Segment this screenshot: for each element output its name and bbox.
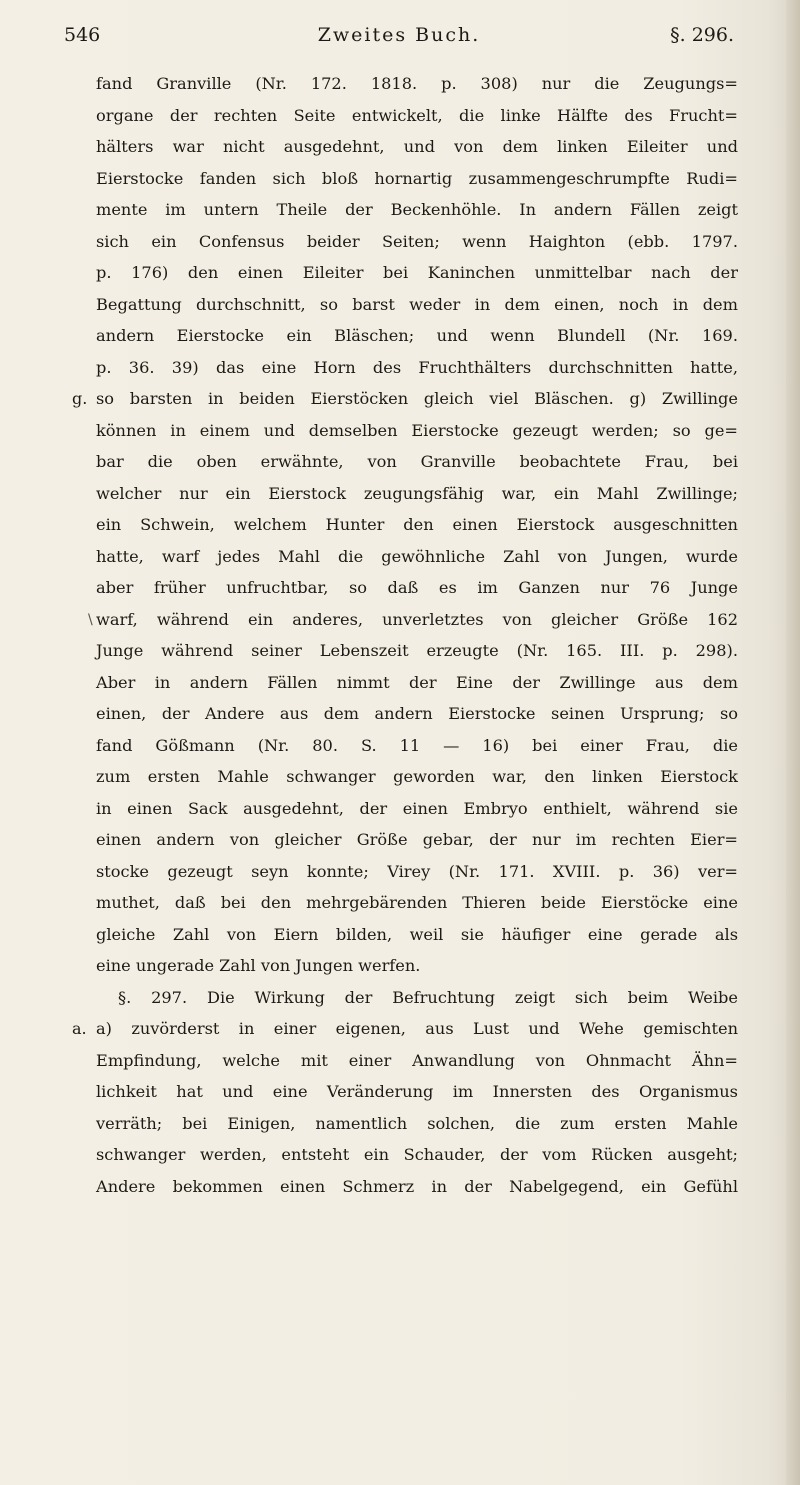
text-line-a — [72, 1013, 738, 1045]
margin-letter-a: a. — [72, 1019, 87, 1038]
running-header — [64, 24, 734, 56]
text-line: in einen Sack ausgedehnt, der einen Embryo enthielt, während sie — [96, 798, 738, 818]
text-line: p. 36. 39) das eine Horn des Fruchthälters durchschnitten hatte, — [96, 357, 738, 377]
text-line: ein Schwein, welchem Hunter den einen Eierstock ausgeschnitten — [96, 515, 738, 534]
text-line-content: so barsten in beiden Eierstöcken gleich viel Bläschen. g) Zwillinge — [96, 389, 738, 408]
text-line: zum ersten Mahle schwanger geworden war, den linken Eierstock — [96, 767, 738, 786]
text-line: p. 176) den einen Eileiter bei Kaninchen unmittelbar nach der — [96, 263, 738, 282]
text-line: gleiche Zahl von Eiern bilden, weil sie häufiger eine gerade als — [96, 924, 738, 944]
text-line-g — [72, 383, 738, 415]
margin-letter-g: g. — [72, 389, 88, 408]
running-title: Zweites Buch. — [317, 24, 481, 46]
text-line: welcher nur ein Eierstock zeugungsfähig war, ein Mahl Zwillinge; — [96, 483, 738, 503]
text-line: einen, der Andere aus dem andern Eierstocke seinen Ursprung; so — [96, 704, 738, 723]
text-line: Eierstocke fanden sich bloß hornartig zusammengeschrumpfte Rudi= — [96, 168, 738, 188]
text-line: Empfindung, welche mit einer Anwandlung von Ohnmacht Ähn= — [96, 1050, 738, 1070]
text-line: bar die oben erwähnte, von Granville beobachtete Frau, bei — [96, 452, 738, 471]
text-line: hälters war nicht ausgedehnt, und von dem linken Eileiter und — [96, 137, 738, 156]
text-line: sich ein Confensus beider Seiten; wenn Haighton (ebb. 1797. — [96, 231, 738, 251]
text-line: fand Granville (Nr. 172. 1818. p. 308) nur die Zeugungs= — [96, 74, 738, 93]
section-number: §. 296. — [670, 24, 734, 46]
page-edge — [786, 0, 800, 1485]
text-line: Andere bekommen einen Schmerz in der Nabelgegend, ein Gefühl — [96, 1176, 738, 1196]
text-line: lichkeit hat und eine Veränderung im Innersten des Organismus — [96, 1082, 738, 1101]
text-line: Begattung durchschnitt, so barst weder in dem einen, noch in dem — [96, 294, 738, 314]
margin-pencil-mark: \ — [88, 612, 93, 628]
text-line: muthet, daß bei den mehrgebärenden Thieren beide Eierstöcke eine — [96, 893, 738, 912]
text-line: einen andern von gleicher Größe gebar, der nur im rechten Eier= — [96, 830, 738, 849]
paragraph-end-line: eine ungerade Zahl von Jungen werfen. — [96, 956, 421, 975]
section-heading-line: §. 297. Die Wirkung der Befruchtung zeigt sich beim Weibe — [118, 987, 738, 1007]
page-number: 546 — [64, 24, 101, 46]
text-line: Junge während seiner Lebenszeit erzeugte (Nr. 165. III. p. 298). — [96, 641, 738, 660]
text-line: schwanger werden, entsteht ein Schauder, der vom Rücken ausgeht; — [96, 1145, 738, 1164]
text-line: stocke gezeugt seyn konnte; Virey (Nr. 171. XVIII. p. 36) ver= — [96, 861, 738, 881]
text-line: warf, während ein anderes, unverletztes von gleicher Größe 162 — [96, 609, 738, 629]
text-line: Aber in andern Fällen nimmt der Eine der Zwillinge aus dem — [96, 672, 738, 692]
text-line: hatte, warf jedes Mahl die gewöhnliche Zahl von Jungen, wurde — [96, 546, 738, 566]
text-line: andern Eierstocke ein Bläschen; und wenn Blundell (Nr. 169. — [96, 326, 738, 345]
text-line: aber früher unfruchtbar, so daß es im Ganzen nur 76 Junge — [96, 578, 738, 597]
text-line: verräth; bei Einigen, namentlich solchen, die zum ersten Mahle — [96, 1113, 738, 1133]
text-line-content: a) zuvörderst in einer eigenen, aus Lust und Wehe gemischten — [96, 1019, 738, 1038]
text-line: können in einem und demselben Eierstocke gezeugt werden; so ge= — [96, 420, 738, 440]
text-line: organe der rechten Seite entwickelt, die linke Hälfte des Frucht= — [96, 105, 738, 125]
body-text — [72, 68, 738, 1202]
text-line: mente im untern Theile der Beckenhöhle. In andern Fällen zeigt — [96, 200, 738, 219]
text-line: fand Gößmann (Nr. 80. S. 11 — 16) bei einer Frau, die — [96, 735, 738, 755]
